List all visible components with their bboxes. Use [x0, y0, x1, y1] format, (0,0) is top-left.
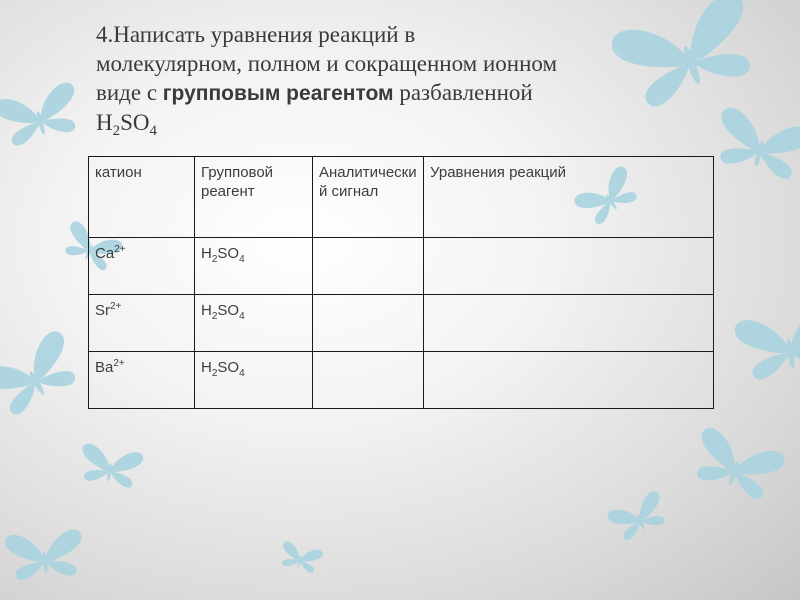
butterfly-icon	[0, 81, 84, 149]
header-equations: Уравнения реакций	[424, 157, 714, 238]
table-row	[89, 238, 714, 295]
butterfly-icon	[687, 425, 786, 504]
header-analytical-signal: Аналитический сигнал	[313, 157, 424, 238]
reaction-table	[88, 156, 714, 409]
table-header-row	[89, 157, 714, 238]
title-line	[96, 78, 716, 108]
reagent-cell: $H_2SO_4$	[195, 238, 313, 295]
title-formula: $H_2SO_4$	[96, 110, 158, 139]
equations-cell	[424, 238, 714, 295]
butterfly-icon	[4, 529, 84, 581]
title-bold-text: групповым реагентом	[162, 82, 394, 105]
title-line: 4.Написать уравнения реакций в	[96, 22, 416, 47]
table-row	[89, 295, 714, 352]
slide-title	[96, 20, 716, 137]
butterfly-icon	[710, 106, 800, 183]
signal-cell	[313, 295, 424, 352]
cation-cell: $Ba^{2+}$	[89, 352, 195, 409]
cation-cell: $Ca^{2+}$	[89, 238, 195, 295]
header-group-reagent: Групповой реагент	[195, 157, 313, 238]
table-row	[89, 352, 714, 409]
header-cation: катион	[89, 157, 195, 238]
reagent-cell: $H_2SO_4$	[195, 295, 313, 352]
equations-cell	[424, 352, 714, 409]
signal-cell	[313, 238, 424, 295]
signal-cell	[313, 352, 424, 409]
cation-cell: $Sr^{2+}$	[89, 295, 195, 352]
equations-cell	[424, 295, 714, 352]
butterfly-icon	[733, 305, 800, 383]
title-line: молекулярном, полном и сокращенном ионном	[96, 51, 558, 76]
butterfly-icon	[77, 443, 144, 490]
butterfly-icon	[606, 490, 671, 544]
reagent-cell: $H_2SO_4$	[195, 352, 313, 409]
title-text: разбавленной	[393, 80, 533, 105]
butterfly-icon	[278, 540, 324, 574]
title-text: виде с	[96, 80, 163, 105]
butterfly-icon	[0, 328, 86, 422]
